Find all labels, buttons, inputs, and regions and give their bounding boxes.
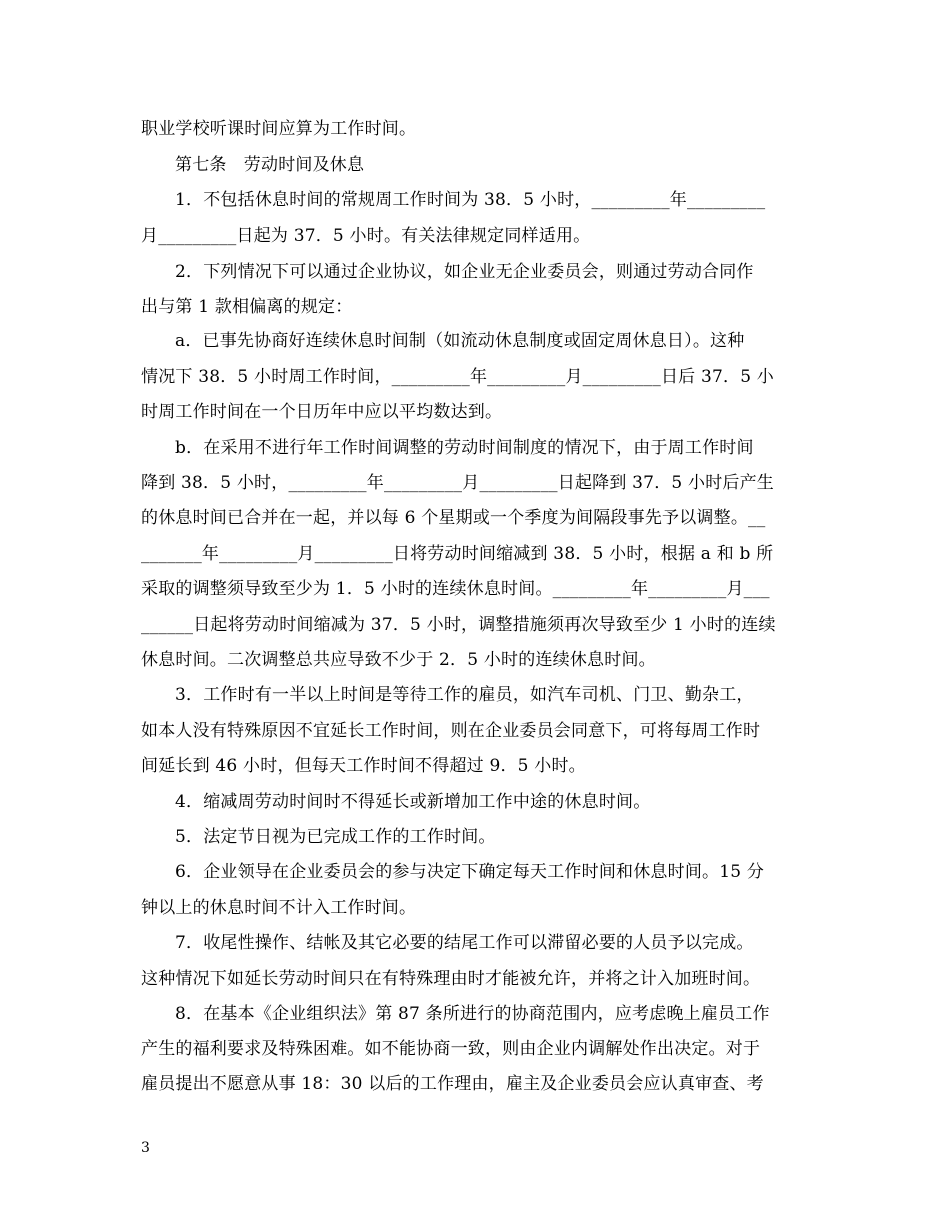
text-line: 出与第 1 款相偏离的规定： <box>141 297 353 317</box>
text-line: b．在采用不进行年工作时间调整的劳动时间制度的情况下，由于周工作时间 <box>175 438 754 458</box>
text-line: 雇员提出不愿意从事 18：30 以后的工作理由，雇主及企业委员会应认真审查、考 <box>141 1074 764 1094</box>
text-line: 的休息时间已合并在一起，并以每 6 个星期或一个季度为间隔段事先予以调整。__ <box>141 508 766 528</box>
text-line: 7．收尾性操作、结帐及其它必要的结尾工作可以滞留必要的人员予以完成。 <box>175 933 754 953</box>
text-line: 5．法定节日视为已完成工作的工作时间。 <box>175 827 496 847</box>
text-line: 时周工作时间在一个日历年中应以平均数达到。 <box>141 402 503 422</box>
text-line: 休息时间。二次调整总共应导致不少于 2．5 小时的连续休息时间。 <box>141 650 656 670</box>
text-line: 间延长到 46 小时，但每天工作时间不得超过 9．5 小时。 <box>141 756 586 776</box>
text-line: 2．下列情况下可以通过企业协议，如企业无企业委员会，则通过劳动合同作 <box>175 262 754 282</box>
text-line: 月_________日起为 37．5 小时。有关法律规定同样适用。 <box>141 226 591 246</box>
text-line: 4．缩减周劳动时间时不得延长或新增加工作中途的休息时间。 <box>175 792 651 812</box>
text-line: 采取的调整须导致至少为 1．5 小时的连续休息时间。_________年_________月___ <box>141 579 770 599</box>
text-line: 6．企业领导在企业委员会的参与决定下确定每天工作时间和休息时间。15 分 <box>175 862 765 882</box>
text-line: 3．工作时有一半以上时间是等待工作的雇员，如汽车司机、门卫、勤杂工， <box>175 685 754 705</box>
text-line: 情况下 38．5 小时周工作时间，_________年_________月_________日后 37．5 小 <box>141 367 775 387</box>
text-line: _______年_________月_________日将劳动时间缩减到 38．5 小时，根据 a 和 b 所 <box>141 544 774 564</box>
text-line: 降到 38．5 小时，_________年_________月_________日起降到 37．5 小时后产生 <box>141 473 775 493</box>
text-line: 8．在基本《企业组织法》第 87 条所进行的协商范围内，应考虑晚上雇员工作 <box>175 1004 770 1024</box>
text-line: 职业学校听课时间应算为工作时间。 <box>141 119 417 139</box>
text-line: 如本人没有特殊原因不宜延长工作时间，则在企业委员会同意下，可将每周工作时 <box>141 721 761 741</box>
text-line: 这种情况下如延长劳动时间只在有特殊理由时才能被允许，并将之计入加班时间。 <box>141 969 761 989</box>
text-line: 产生的福利要求及特殊困难。如不能协商一致，则由企业内调解处作出决定。对于 <box>141 1039 761 1059</box>
text-line: a．已事先协商好连续休息时间制（如流动休息制度或固定周休息日）。这种 <box>175 331 745 351</box>
section-heading: 第七条 劳动时间及休息 <box>175 155 365 175</box>
text-line: 1．不包括休息时间的常规周工作时间为 38．5 小时，_________年_________ <box>175 190 766 210</box>
text-line: ______日起将劳动时间缩减为 37．5 小时，调整措施须再次导致至少 1 小时的连续 <box>141 615 776 635</box>
page-number: 3 <box>141 1140 150 1156</box>
text-line: 钟以上的休息时间不计入工作时间。 <box>141 898 417 918</box>
